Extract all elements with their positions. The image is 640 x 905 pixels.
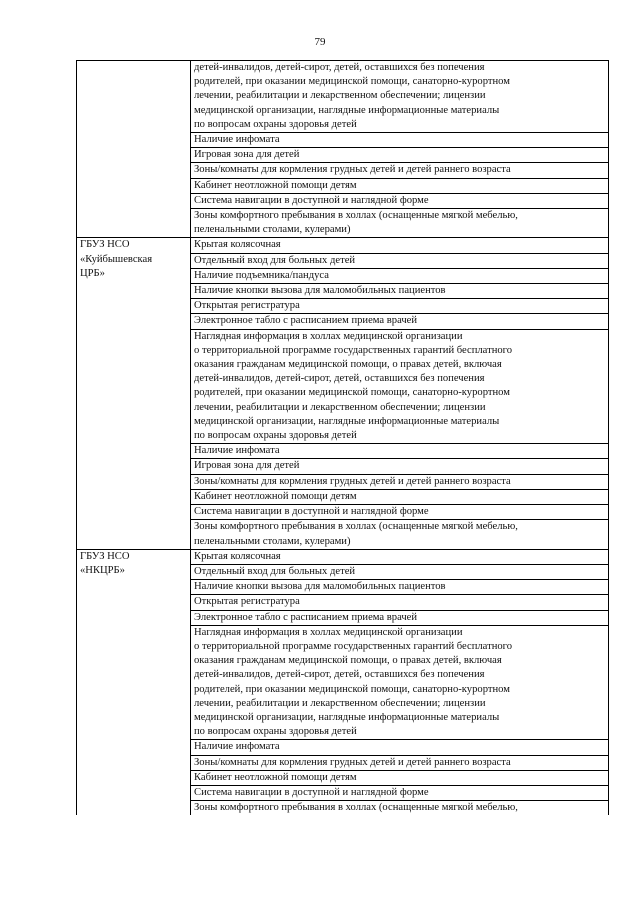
requirement-cell bbox=[191, 238, 609, 253]
requirement-text: по вопросам охраны здоровья детей bbox=[194, 118, 357, 130]
requirement-text: родителей, при оказании медицинской помощи, санаторно-курортном bbox=[194, 387, 510, 399]
requirement-text: Наличие инфомата bbox=[194, 741, 280, 753]
requirement-text: детей-инвалидов, детей-сирот, детей, оставшихся без попечения bbox=[194, 62, 485, 73]
requirement-text: родителей, при оказании медицинской помощи, санаторно-курортном bbox=[194, 683, 510, 695]
requirement-cell bbox=[191, 193, 609, 208]
requirement-text: Система навигации в доступной и наглядной форме bbox=[194, 506, 429, 518]
table-row bbox=[77, 61, 609, 133]
requirement-text: Открытая регистратура bbox=[194, 300, 300, 312]
requirement-cell bbox=[191, 268, 609, 283]
requirement-cell bbox=[191, 163, 609, 178]
requirement-cell bbox=[191, 178, 609, 193]
requirement-cell bbox=[191, 133, 609, 148]
requirement-text: детей-инвалидов, детей-сирот, детей, оставшихся без попечения bbox=[194, 373, 485, 385]
requirement-cell bbox=[191, 284, 609, 299]
requirement-text: Крытая колясочная bbox=[194, 239, 281, 251]
requirement-text: родителей, при оказании медицинской помощи, санаторно-курортном bbox=[194, 76, 510, 88]
requirement-text: лечении, реабилитации и лекарственном обеспечении; лицензии bbox=[194, 401, 486, 413]
requirement-text: по вопросам охраны здоровья детей bbox=[194, 726, 357, 738]
requirement-text: Зоны комфортного пребывания в холлах (оснащенные мягкой мебелью, bbox=[194, 802, 518, 814]
organization-name-line: «Куйбышевская bbox=[80, 253, 153, 265]
organization-name-line: ГБУЗ НСО bbox=[80, 550, 130, 562]
requirement-cell bbox=[191, 489, 609, 504]
requirement-text: пеленальными столами, кулерами) bbox=[194, 224, 351, 236]
requirement-text: Игровая зона для детей bbox=[194, 149, 300, 161]
requirement-cell bbox=[191, 314, 609, 329]
table-body bbox=[77, 61, 609, 816]
requirement-text: лечении, реабилитации и лекарственном обеспечении; лицензии bbox=[194, 90, 486, 102]
requirement-cell bbox=[191, 770, 609, 785]
requirement-text: оказания гражданам медицинской помощи, о правах детей, включая bbox=[194, 655, 502, 667]
requirement-text: медицинской организации, наглядные информационные материалы bbox=[194, 711, 500, 723]
requirement-text: Наглядная информация в холлах медицинской организации bbox=[194, 626, 463, 638]
requirement-text: о территориальной программе государственных гарантий бесплатного bbox=[194, 640, 513, 652]
requirement-text: пеленальными столами, кулерами) bbox=[194, 535, 351, 547]
requirement-text: Зоны комфортного пребывания в холлах (оснащенные мягкой мебелью, bbox=[194, 521, 518, 533]
requirement-text: Кабинет неотложной помощи детям bbox=[194, 490, 357, 502]
requirement-text: Наличие подъемника/пандуса bbox=[194, 269, 329, 281]
requirement-cell bbox=[191, 610, 609, 625]
requirement-cell bbox=[191, 580, 609, 595]
requirement-text: Кабинет неотложной помощи детям bbox=[194, 179, 357, 191]
requirement-text: Электронное табло с расписанием приема врачей bbox=[194, 611, 418, 623]
requirement-text: Отдельный вход для больных детей bbox=[194, 565, 356, 577]
organization-cell bbox=[77, 549, 191, 815]
requirement-text: Крытая колясочная bbox=[194, 550, 281, 562]
requirement-text: Электронное табло с расписанием приема врачей bbox=[194, 315, 418, 327]
requirement-cell bbox=[191, 549, 609, 564]
requirement-cell bbox=[191, 209, 609, 238]
requirement-cell bbox=[191, 444, 609, 459]
requirement-text: Зоны/комнаты для кормления грудных детей и детей раннего возраста bbox=[194, 164, 511, 176]
requirement-text: лечении, реабилитации и лекарственном обеспечении; лицензии bbox=[194, 697, 486, 709]
requirement-text: о территориальной программе государственных гарантий бесплатного bbox=[194, 344, 513, 356]
requirement-cell bbox=[191, 61, 609, 133]
requirement-text: Наличие кнопки вызова для маломобильных пациентов bbox=[194, 581, 446, 593]
requirement-text: Система навигации в доступной и наглядной форме bbox=[194, 194, 429, 206]
table-row bbox=[77, 549, 609, 564]
requirement-text: по вопросам охраны здоровья детей bbox=[194, 430, 357, 442]
requirement-text: Отдельный вход для больных детей bbox=[194, 254, 356, 266]
requirement-cell bbox=[191, 474, 609, 489]
requirement-text: Система навигации в доступной и наглядной форме bbox=[194, 786, 429, 798]
requirement-text: Наличие инфомата bbox=[194, 445, 280, 457]
requirement-cell bbox=[191, 520, 609, 549]
requirement-text: Открытая регистратура bbox=[194, 596, 300, 608]
requirement-cell bbox=[191, 755, 609, 770]
requirement-cell bbox=[191, 299, 609, 314]
requirement-text: медицинской организации, наглядные информационные материалы bbox=[194, 104, 500, 116]
requirement-text: оказания гражданам медицинской помощи, о правах детей, включая bbox=[194, 359, 502, 371]
table-row bbox=[77, 238, 609, 253]
requirements-table bbox=[76, 60, 609, 815]
requirement-text: Зоны комфортного пребывания в холлах (оснащенные мягкой мебелью, bbox=[194, 210, 518, 222]
requirement-text: Наличие кнопки вызова для маломобильных пациентов bbox=[194, 285, 446, 297]
requirement-text: Кабинет неотложной помощи детям bbox=[194, 771, 357, 783]
organization-cell bbox=[77, 61, 191, 238]
organization-name-line: ГБУЗ НСО bbox=[80, 239, 130, 251]
page-number: 79 bbox=[314, 36, 326, 48]
organization-cell bbox=[77, 238, 191, 549]
requirement-text: Наличие инфомата bbox=[194, 134, 280, 146]
organization-name-line: «НКЦРБ» bbox=[80, 564, 125, 576]
requirement-cell bbox=[191, 801, 609, 816]
requirement-cell bbox=[191, 505, 609, 520]
requirement-cell bbox=[191, 459, 609, 474]
requirement-cell bbox=[191, 595, 609, 610]
requirement-cell bbox=[191, 564, 609, 579]
requirement-text: медицинской организации, наглядные информационные материалы bbox=[194, 415, 500, 427]
requirement-cell bbox=[191, 740, 609, 755]
requirement-cell bbox=[191, 625, 609, 740]
requirement-cell bbox=[191, 329, 609, 444]
requirement-cell bbox=[191, 253, 609, 268]
requirement-cell bbox=[191, 785, 609, 800]
requirement-text: Зоны/комнаты для кормления грудных детей и детей раннего возраста bbox=[194, 475, 511, 487]
organization-name-line: ЦРБ» bbox=[80, 267, 105, 279]
requirement-cell bbox=[191, 148, 609, 163]
requirement-text: Наглядная информация в холлах медицинской организации bbox=[194, 330, 463, 342]
requirement-text: детей-инвалидов, детей-сирот, детей, оставшихся без попечения bbox=[194, 669, 485, 681]
requirement-text: Зоны/комнаты для кормления грудных детей и детей раннего возраста bbox=[194, 756, 511, 768]
requirement-text: Игровая зона для детей bbox=[194, 460, 300, 472]
